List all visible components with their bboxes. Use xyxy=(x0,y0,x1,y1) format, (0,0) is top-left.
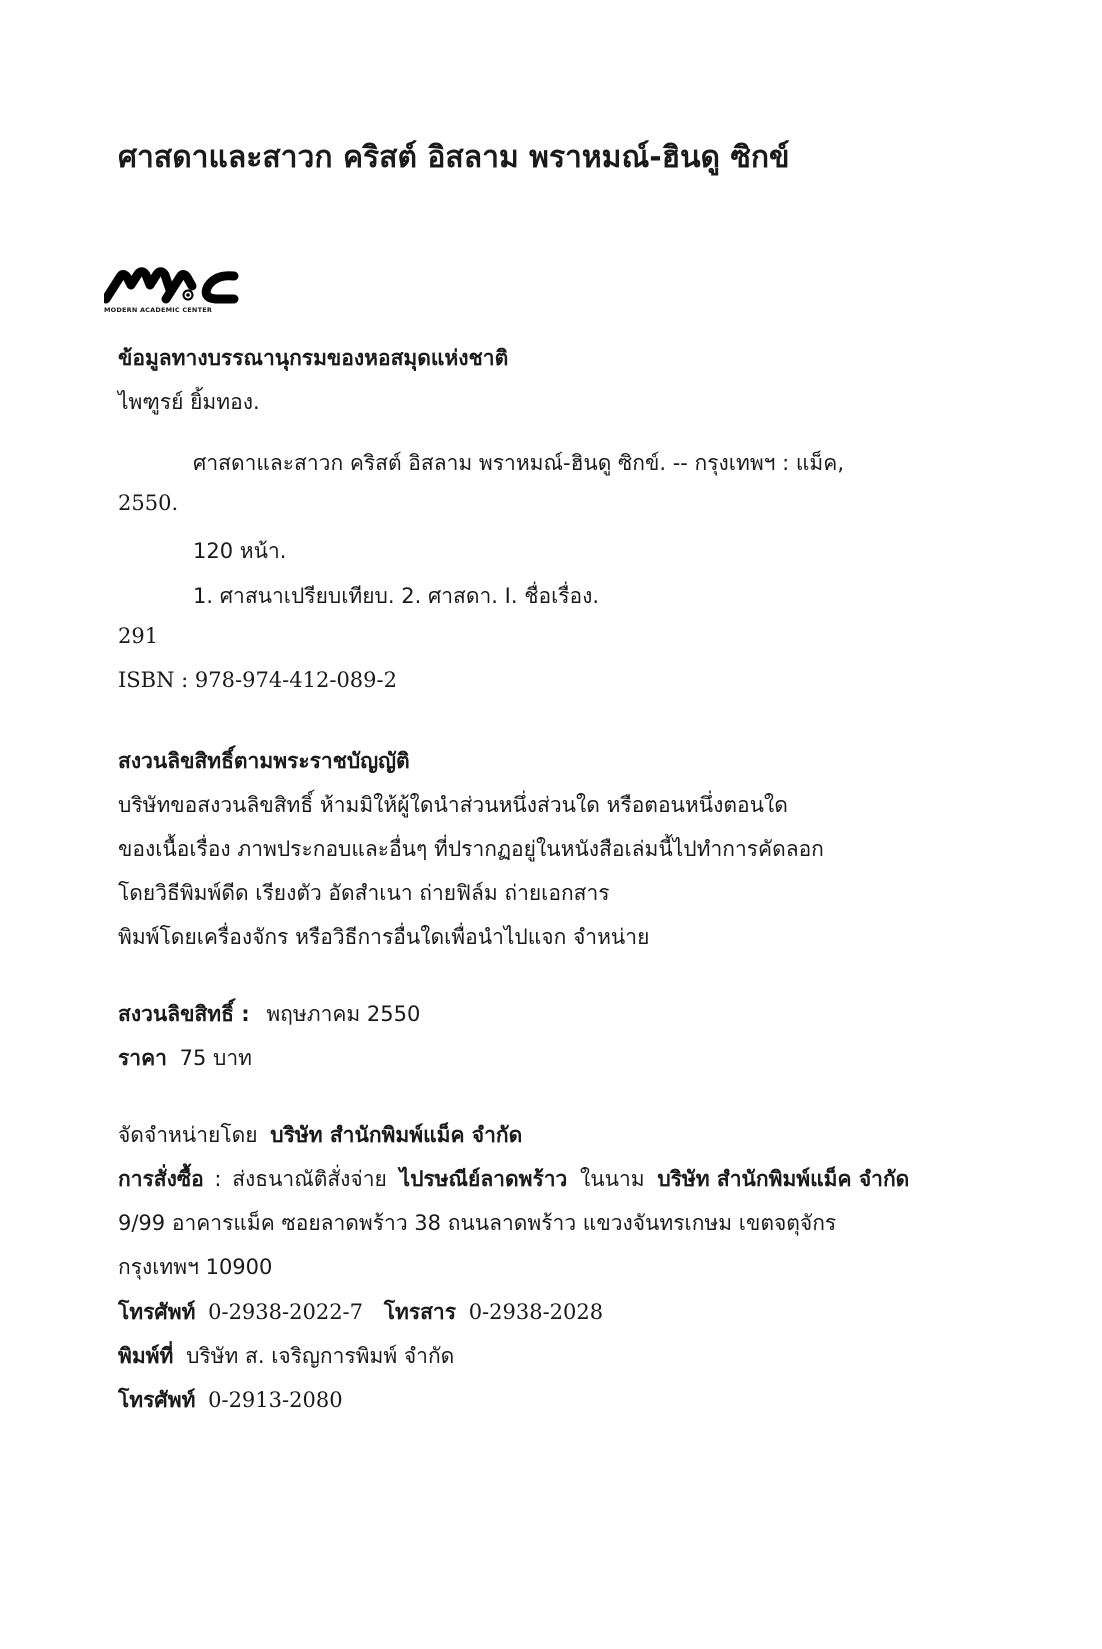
printer-phone-number: 0-2913-2080 xyxy=(208,1388,343,1412)
copyright-line-3: โดยวิธีพิมพ์ดีด เรียงตัว อัดสำเนา ถ่ายฟิล์ม ถ่ายเอกสาร xyxy=(118,881,610,905)
order-label: การสั่งซื้อ xyxy=(118,1167,204,1191)
cataloging-class-number: 291 xyxy=(118,624,159,648)
rights-label: สงวนลิขสิทธิ์ : xyxy=(118,1002,250,1026)
cataloging-author: ไพฑูรย์ ยิ้มทอง. xyxy=(118,390,260,414)
phone-number: 0-2938-2022-7 xyxy=(208,1300,364,1324)
fax-number: 0-2938-2028 xyxy=(468,1300,604,1324)
book-title: ศาสดาและสาวก คริสต์ อิสลาม พราหมณ์-ฮินดู ซิกข์ xyxy=(118,140,790,175)
publisher-logo xyxy=(104,266,239,320)
mac-logo-icon xyxy=(104,266,239,306)
distribution-company: บริษัท สำนักพิมพ์แม็ค จำกัด xyxy=(270,1123,523,1147)
order-line xyxy=(118,1163,909,1196)
order-separator: : xyxy=(214,1167,222,1191)
cataloging-heading: ข้อมูลทางบรรณานุกรมของหอสมุดแห่งชาติ xyxy=(118,346,509,370)
order-text: ส่งธนาณัติสั่งจ่าย xyxy=(232,1167,387,1191)
rights-line xyxy=(118,998,420,1031)
printer-phone-line xyxy=(118,1384,343,1417)
copyright-line-4: พิมพ์โดยเครื่องจักร หรือวิธีการอื่นใดเพื่อนำไปแจก จำหน่าย xyxy=(118,925,650,949)
price-line xyxy=(118,1042,252,1075)
cataloging-year: 2550. xyxy=(118,491,179,515)
address-line-1: 9/99 อาคารแม็ค ซอยลาดพร้าว 38 ถนนลาดพร้าว แขวงจันทรเกษม เขตจตุจักร xyxy=(118,1211,837,1235)
fax-label: โทรสาร xyxy=(383,1300,456,1324)
phone-label: โทรศัพท์ xyxy=(118,1300,196,1324)
order-post-office: ไปรษณีย์ลาดพร้าว xyxy=(399,1167,568,1191)
price-value: 75 บาท xyxy=(179,1046,252,1070)
distribution-prefix: จัดจำหน่ายโดย xyxy=(118,1123,258,1147)
rights-value: พฤษภาคม 2550 xyxy=(266,1002,421,1026)
order-in-name: ในนาม xyxy=(580,1167,645,1191)
order-company: บริษัท สำนักพิมพ์แม็ค จำกัด xyxy=(657,1167,910,1191)
copyright-heading: สงวนลิขสิทธิ์ตามพระราชบัญญัติ xyxy=(118,749,410,773)
distribution-line xyxy=(118,1119,522,1152)
printer-name: บริษัท ส. เจริญการพิมพ์ จำกัด xyxy=(186,1344,455,1368)
printer-phone-label: โทรศัพท์ xyxy=(118,1388,196,1412)
isbn: ISBN : 978-974-412-089-2 xyxy=(118,668,397,692)
printer-label: พิมพ์ที่ xyxy=(118,1344,174,1368)
contact-line xyxy=(118,1296,603,1329)
logo-caption: MODERN ACADEMIC CENTER xyxy=(104,306,213,314)
cataloging-title-line: ศาสดาและสาวก คริสต์ อิสลาม พราหมณ์-ฮินดู ซิกข์. -- กรุงเทพฯ : แม็ค, xyxy=(193,451,844,475)
printer-line xyxy=(118,1340,454,1373)
copyright-line-1: บริษัทขอสงวนลิขสิทธิ์ ห้ามมิให้ผู้ใดนำส่วนหนึ่งส่วนใด หรือตอนหนึ่งตอนใด xyxy=(118,793,788,817)
cataloging-subjects: 1. ศาสนาเปรียบเทียบ. 2. ศาสดา. I. ชื่อเรื่อง. xyxy=(193,584,600,608)
address-line-2: กรุงเทพฯ 10900 xyxy=(118,1255,273,1279)
copyright-line-2: ของเนื้อเรื่อง ภาพประกอบและอื่นๆ ที่ปรากฏอยู่ในหนังสือเล่มนี้ไปทำการคัดลอก xyxy=(118,837,824,861)
cataloging-pages: 120 หน้า. xyxy=(193,539,287,563)
price-label: ราคา xyxy=(118,1046,167,1070)
